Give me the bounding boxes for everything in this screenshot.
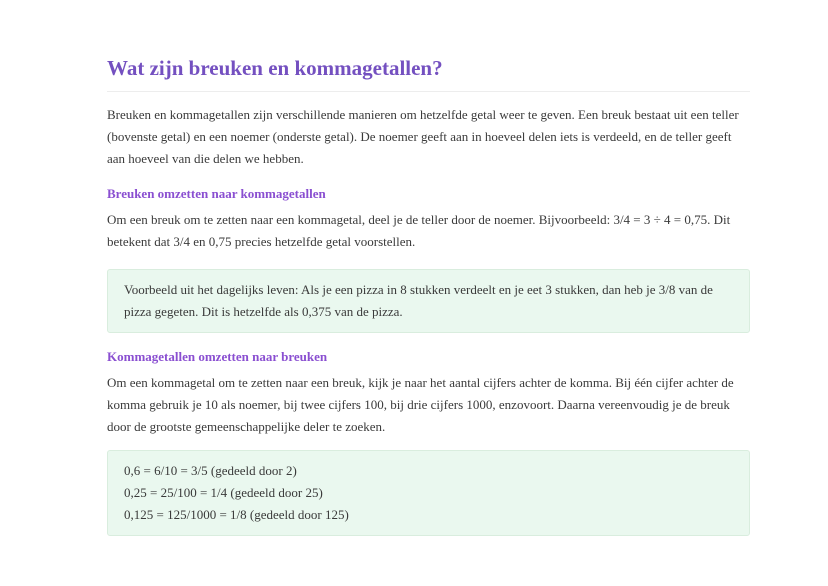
example-line: 0,25 = 25/100 = 1/4 (gedeeld door 25) <box>124 485 323 500</box>
section-paragraph: Om een kommagetal om te zetten naar een breuk, kijk je naar het aantal cijfers achter de komma. Bij één cijfer achter de komma gebruik je 10 als noemer, bij twee cijfers 100, bij drie cijfers 1000, enzovoort. Daarna vereenvoudig je de breuk door de grootste gemeenschappelijke deler te zoeken. <box>107 375 734 434</box>
section-heading-fractions-to-decimals: Breuken omzetten naar kommagetallen <box>107 186 326 201</box>
section-heading-decimals-to-fractions: Kommagetallen omzetten naar breuken <box>107 349 328 364</box>
example-line: 0,125 = 125/1000 = 1/8 (gedeeld door 125) <box>124 507 349 522</box>
page-title: Wat zijn breuken en kommagetallen? <box>107 56 443 80</box>
article <box>107 0 750 536</box>
section-paragraph: Om een breuk om te zetten naar een kommagetal, deel je de teller door de noemer. Bijvoorbeeld: 3/4 = 3 ÷ 4 = 0,75. Dit betekent dat 3/4 en 0,75 precies hetzelfde getal voorstellen. <box>107 212 731 249</box>
example-text: Voorbeeld uit het dagelijks leven: Als je een pizza in 8 stukken verdeelt en je eet 3 stukken, dan heb je 3/8 van de pizza gegeten. Dit is hetzelfde als 0,375 van de pizza. <box>124 282 713 319</box>
example-box-conversions <box>107 450 750 536</box>
intro-paragraph: Breuken en kommagetallen zijn verschillende manieren om hetzelfde getal weer te geven. Een breuk bestaat uit een teller (bovenste getal) en een noemer (onderste getal). De noemer geeft aan in hoeveel delen iets is verdeeld, en de teller geeft aan hoeveel van die delen we hebben. <box>107 107 739 166</box>
example-line: 0,6 = 6/10 = 3/5 (gedeeld door 2) <box>124 463 297 478</box>
example-box-pizza <box>107 269 750 333</box>
section-decimals-to-fractions <box>107 348 750 536</box>
section-fractions-to-decimals <box>107 185 750 333</box>
title-divider <box>107 91 750 92</box>
